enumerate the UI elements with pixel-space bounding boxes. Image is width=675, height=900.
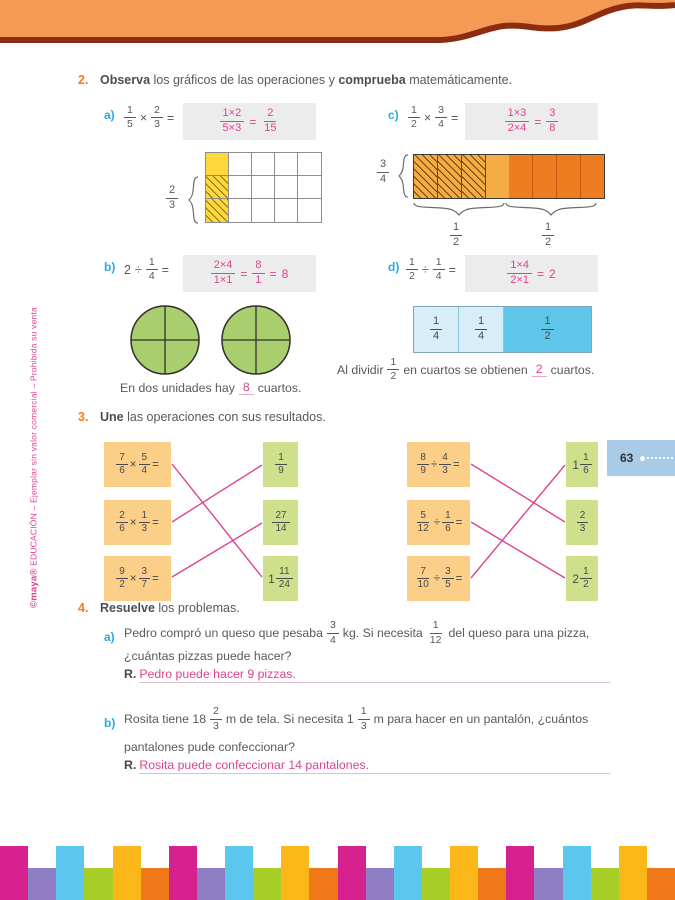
- answer-2: 2: [532, 362, 547, 377]
- response-label: R.: [124, 758, 137, 772]
- fraction: $\frac{1\times 4}{2\times 1}$: [507, 259, 532, 288]
- segment-quarter: $\frac{1}{4}$: [459, 307, 504, 352]
- item-b-label: b): [104, 260, 116, 274]
- operation-box: $\frac{9}{2}$ × $\frac{3}{7}$ =: [104, 556, 171, 601]
- problem-b-label: b): [104, 716, 116, 730]
- item-c-fraction-bar: [413, 154, 605, 199]
- fraction: $\frac{1}{2}$: [406, 256, 418, 283]
- dot-icon: [640, 456, 645, 461]
- fraction: $\frac{8}{1}$: [252, 259, 264, 288]
- section-number: 3.: [78, 410, 89, 424]
- fraction: $\frac{1\times 3}{2\times 4}$: [505, 107, 530, 136]
- fraction: $\frac{1}{4}$: [146, 256, 158, 283]
- segment-half: $\frac{1}{2}$: [504, 307, 591, 352]
- result-box: $\frac{1}{9}$: [263, 442, 298, 487]
- result-box: 2 $\frac{1}{2}$: [566, 556, 598, 601]
- item-c-label: c): [388, 108, 399, 122]
- item-b-quarter-circles: [128, 302, 298, 378]
- item-d-fraction-bar: [413, 306, 592, 353]
- problem-a-label: a): [104, 630, 115, 644]
- brace-left: [188, 176, 200, 224]
- item-a-expression: $\frac{1}{5}$ × $\frac{2}{3}$ =: [124, 104, 174, 131]
- fraction: $\frac{3}{8}$: [546, 107, 558, 136]
- section-3-header: [78, 410, 638, 424]
- item-c-side-label: $\frac{3}{4}$: [377, 158, 389, 187]
- copyright-sidebar: ©maya® EDUCACIÓN – Ejemplar sin valor comercial – Prohibida su venta: [28, 307, 40, 608]
- item-a-label: a): [104, 108, 115, 122]
- item-a-side-label: $\frac{2}{3}$: [166, 184, 178, 213]
- fraction: $\frac{1}{5}$: [124, 104, 136, 131]
- item-c-bottom-label-1: $\frac{1}{2}$: [450, 221, 462, 250]
- item-b-caption: En dos unidades hay 8 cuartos.: [120, 380, 302, 395]
- section-number: 4.: [78, 601, 89, 615]
- result-box: 1 $\frac{11}{24}$: [263, 556, 298, 601]
- item-d-solution-box: $\frac{1\times 4}{2\times 1}$ = 2: [465, 255, 598, 292]
- result-box: $\frac{27}{14}$: [263, 500, 298, 545]
- page-number-badge: [607, 440, 675, 476]
- problem-b-answer: [124, 758, 610, 774]
- fraction: $\frac{3}{4}$: [435, 104, 447, 131]
- problem-a-line2: ¿cuántas pizzas puede hacer?: [124, 649, 292, 663]
- fraction: $\frac{2}{15}$: [264, 107, 277, 134]
- top-banner-wave: [0, 0, 675, 52]
- operation-box: $\frac{7}{6}$ × $\frac{5}{4}$ =: [104, 442, 171, 487]
- result-box: 1 $\frac{1}{6}$: [566, 442, 598, 487]
- problem-b-line2: pantalones pude confeccionar?: [124, 740, 295, 754]
- fraction: $\frac{1}{2}$: [387, 356, 399, 383]
- brace-left: [398, 154, 410, 198]
- fraction: $\frac{1}{3}$: [358, 705, 370, 732]
- operation-box: $\frac{8}{9}$ ÷ $\frac{4}{3}$ =: [407, 442, 470, 487]
- bottom-color-bars: [0, 846, 675, 900]
- answer-text: Rosita puede confeccionar 14 pantalones.: [139, 758, 610, 774]
- section-title: Une las operaciones con sus resultados.: [100, 410, 326, 424]
- segment-quarter: $\frac{1}{4}$: [414, 307, 459, 352]
- answer-text: Pedro puede hacer 9 pizzas.: [139, 667, 610, 683]
- answer-8: 8: [239, 380, 254, 395]
- item-c-bottom-label-2: $\frac{1}{2}$: [542, 221, 554, 250]
- item-a-solution-box: $\frac{1\times 2}{5\times 3}$ = $\frac{2}{15}$: [183, 103, 316, 140]
- item-c-solution-box: $\frac{1\times 3}{2\times 4}$ = $\frac{3}{8}$: [465, 103, 598, 140]
- item-b-solution-box: $\frac{2\times 4}{1\times 1}$ = $\frac{8}{1}$ = 8: [183, 255, 316, 292]
- fraction: $\frac{3}{4}$: [327, 619, 339, 646]
- fraction: $\frac{1\times 2}{5\times 3}$: [220, 107, 245, 136]
- item-c-expression: $\frac{1}{2}$ × $\frac{3}{4}$ =: [408, 104, 458, 131]
- fraction: $\frac{1}{2}$: [408, 104, 420, 131]
- operation-box: $\frac{7}{10}$ ÷ $\frac{3}{5}$ =: [407, 556, 470, 601]
- fraction: $\frac{2}{3}$: [151, 104, 163, 131]
- item-d-expression: $\frac{1}{2}$ ÷ $\frac{1}{4}$ =: [406, 256, 456, 283]
- response-label: R.: [124, 667, 137, 681]
- underbrace: [505, 201, 597, 217]
- problem-a-answer: [124, 667, 610, 683]
- fraction: $\frac{2\times 4}{1\times 1}$: [211, 259, 236, 288]
- section-number: 2.: [78, 73, 89, 87]
- result-box: $\frac{2}{3}$: [566, 500, 598, 545]
- section-title: Observa los gráficos de las operaciones y comprueba matemáticamente.: [100, 73, 513, 87]
- problem-b-line1: Rosita tiene 18 $\frac{2}{3}$ m de tela. Si necesita 1 $\frac{1}{3}$ m para hacer en un pantalón, ¿cuántos: [124, 705, 589, 732]
- item-a-fraction-grid: [205, 152, 322, 223]
- page-number: 63: [620, 451, 634, 465]
- dotted-line: [647, 457, 673, 459]
- operation-box: $\frac{2}{6}$ × $\frac{1}{3}$ =: [104, 500, 171, 545]
- item-d-caption: Al dividir $\frac{1}{2}$ en cuartos se obtienen 2 cuartos.: [337, 356, 595, 383]
- item-d-label: d): [388, 260, 400, 274]
- problem-a-line1: Pedro compró un queso que pesaba $\frac{3}{4}$ kg. Si necesita $\frac{1}{12}$ del queso para una pizza,: [124, 619, 590, 646]
- item-b-expression: 2 ÷ $\frac{1}{4}$ =: [124, 256, 169, 283]
- fraction: $\frac{1}{12}$: [429, 619, 442, 646]
- underbrace: [413, 201, 505, 217]
- fraction: $\frac{2}{3}$: [210, 705, 222, 732]
- section-title: Resuelve los problemas.: [100, 601, 240, 615]
- fraction: $\frac{1}{4}$: [433, 256, 445, 283]
- operation-box: $\frac{5}{12}$ ÷ $\frac{1}{6}$ =: [407, 500, 470, 545]
- section-4-header: [78, 601, 638, 615]
- brand-logo: ©maya®: [28, 568, 40, 608]
- section-2-header: [78, 73, 638, 87]
